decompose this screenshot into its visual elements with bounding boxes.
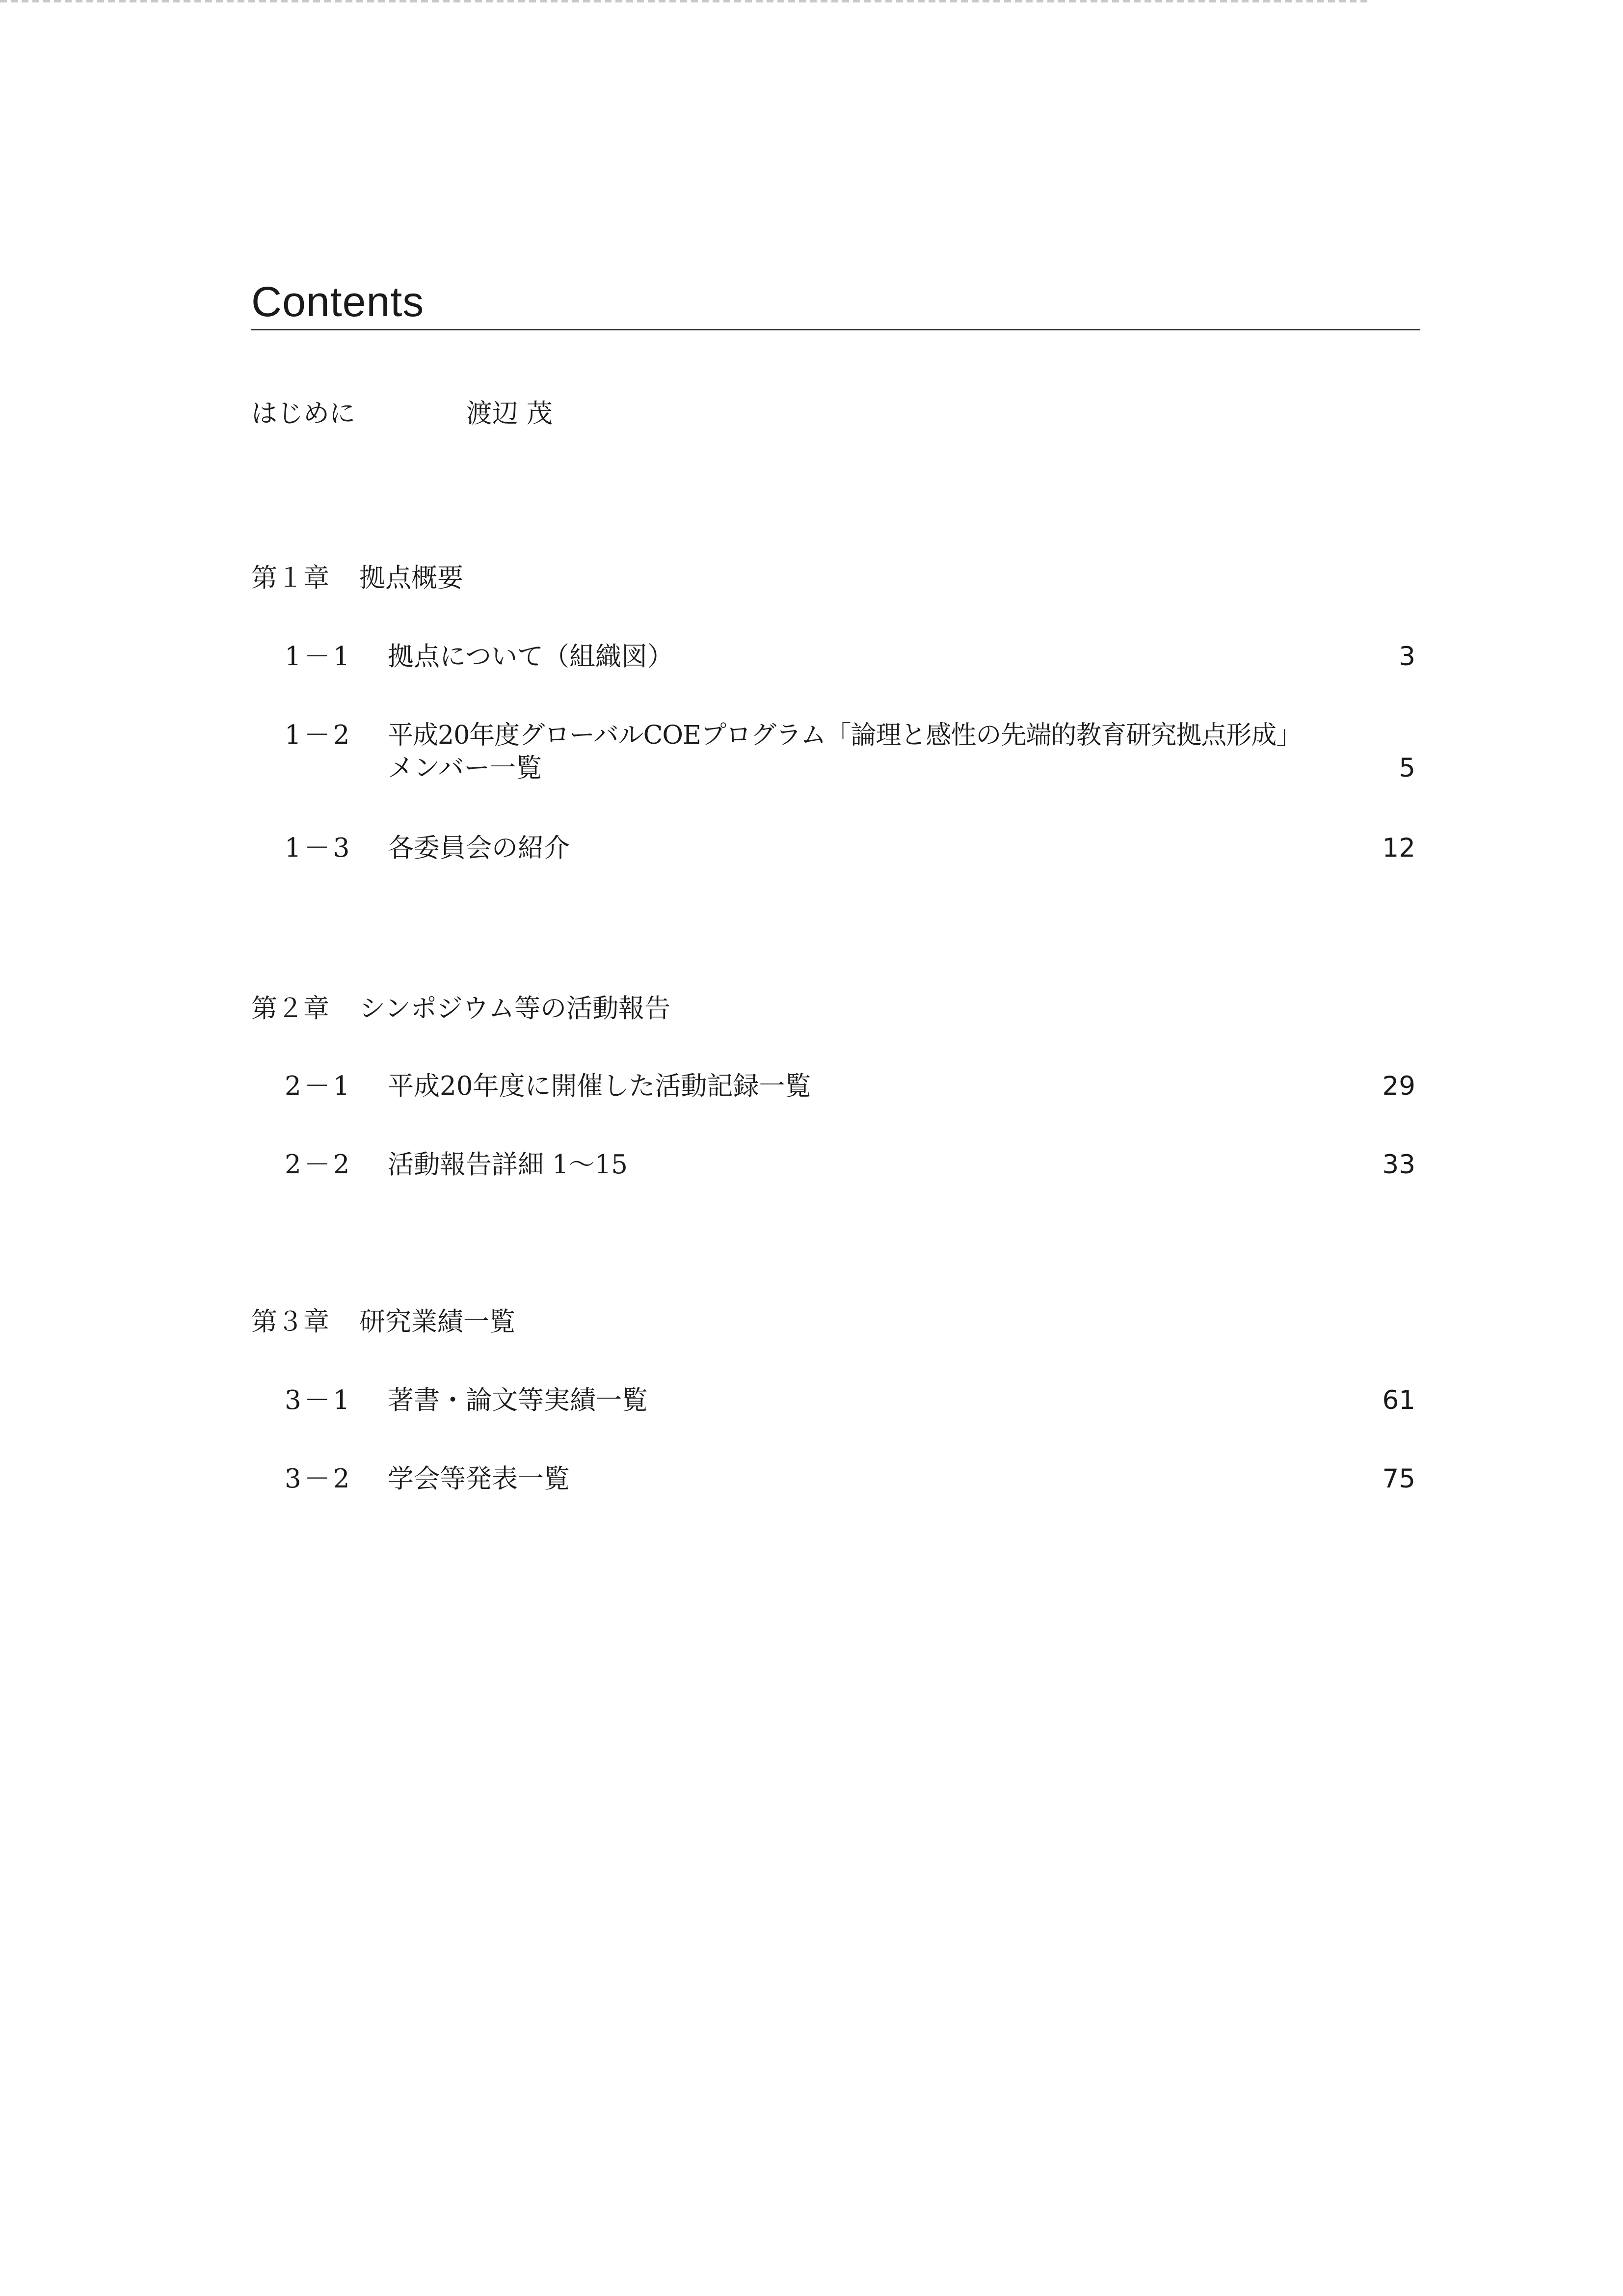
- title-divider: [251, 329, 1420, 330]
- section-2-1-number: 2－1: [285, 1071, 353, 1101]
- intro-label: はじめに: [251, 399, 355, 429]
- section-3-2-title[interactable]: 学会等発表一覧: [388, 1464, 570, 1494]
- chapter-2-title: シンポジウム等の活動報告: [359, 994, 671, 1024]
- chapter-1-heading[interactable]: [251, 561, 463, 595]
- section-1-3-number: 1－3: [285, 833, 353, 863]
- section-2-1-title[interactable]: 平成20年度に開催した活動記録一覧: [388, 1071, 811, 1101]
- section-2-2-title[interactable]: 活動報告詳細 1～15: [388, 1150, 628, 1180]
- section-1-3-title[interactable]: 各委員会の紹介: [388, 833, 570, 863]
- section-1-2-title-line1[interactable]: 平成20年度グローバルCOEプログラム「論理と感性の先端的教育研究拠点形成」: [388, 721, 1302, 750]
- section-3-2-number: 3－2: [285, 1464, 353, 1494]
- chapter-1-title: 拠点概要: [359, 563, 463, 593]
- chapter-2-heading[interactable]: [251, 992, 670, 1026]
- section-3-1-title[interactable]: 著書・論文等実績一覧: [388, 1385, 648, 1415]
- section-1-1-title[interactable]: 拠点について（組織図）: [388, 642, 673, 672]
- section-2-2-number: 2－2: [285, 1150, 353, 1180]
- section-3-1-page: 61: [1382, 1385, 1415, 1415]
- intro-author: 渡辺 茂: [466, 399, 553, 429]
- section-2-2-page: 33: [1382, 1150, 1415, 1180]
- section-1-2-page: 5: [1399, 753, 1415, 783]
- chapter-2-number: 第２章: [251, 994, 329, 1024]
- section-1-2-title-line2[interactable]: メンバー一覧: [388, 753, 542, 783]
- section-2-1-page: 29: [1382, 1071, 1415, 1101]
- section-3-2-page: 75: [1382, 1464, 1415, 1494]
- section-1-1-page: 3: [1399, 642, 1415, 672]
- chapter-3-heading[interactable]: [251, 1305, 515, 1339]
- chapter-3-title: 研究業績一覧: [359, 1307, 515, 1337]
- page-title: Contents: [251, 278, 425, 325]
- chapter-1-number: 第１章: [251, 563, 329, 593]
- section-1-1-number: 1－1: [285, 642, 353, 672]
- chapter-3-number: 第３章: [251, 1307, 329, 1337]
- section-1-2-number: 1－2: [285, 720, 353, 750]
- section-1-3-page: 12: [1382, 833, 1415, 863]
- scan-edge-artifact: [0, 0, 1369, 2]
- section-3-1-number: 3－1: [285, 1385, 353, 1415]
